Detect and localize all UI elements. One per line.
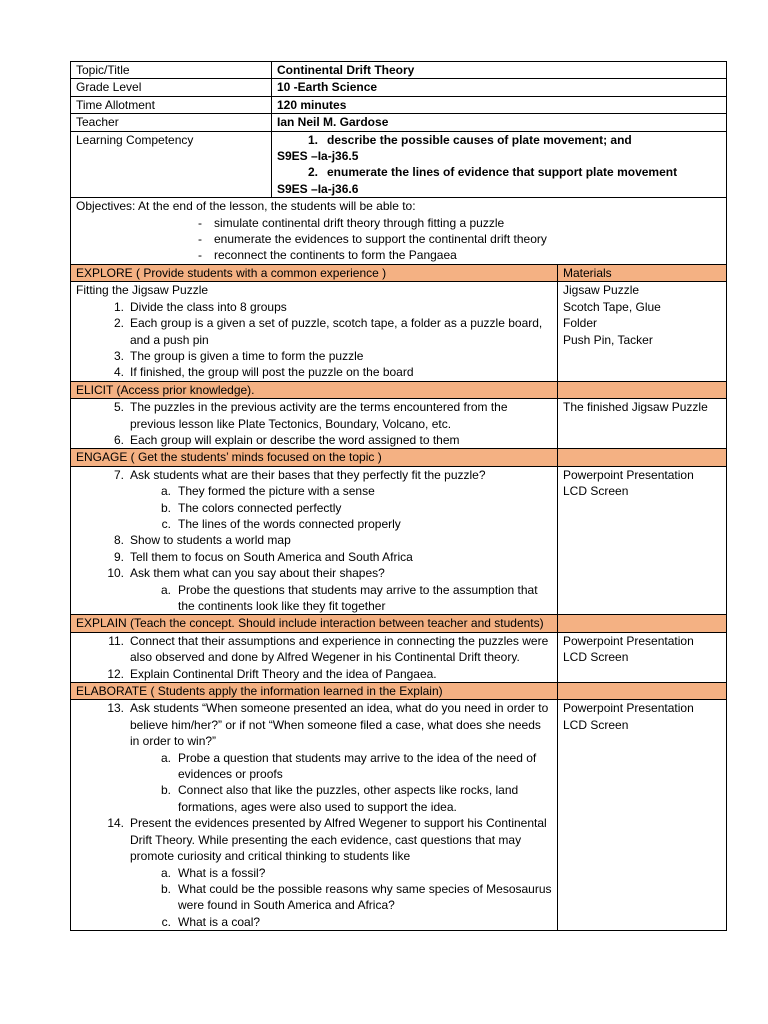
material-item: Scotch Tape, Glue <box>563 299 661 314</box>
competency-text: describe the possible causes of plate movement; and <box>327 132 632 147</box>
sub-item <box>76 914 552 930</box>
step-item <box>76 399 552 432</box>
step-text: Connect that their assumptions and experience in connecting the puzzles were also observed and done by Alfred Wegener in his Continental Drift theory. <box>130 633 549 665</box>
material-item: Folder <box>563 316 598 331</box>
sub-text: What is a fossil? <box>178 865 266 880</box>
step-number: 14. <box>107 816 124 831</box>
sub-text: Probe a question that students may arrive to the idea of the need of evidences or proofs <box>178 750 537 782</box>
elicit-body-row <box>71 399 727 449</box>
elaborate-steps-cell <box>71 700 558 931</box>
step-text: Ask them what can you say about their shapes? <box>130 566 385 581</box>
sub-letter: c. <box>161 516 171 531</box>
section-header-engage: ENGAGE ( Get the students’ minds focused on the topic ) <box>71 449 558 466</box>
sub-letter: c. <box>161 914 171 929</box>
elaborate-body-row <box>71 700 727 931</box>
sub-text: The colors connected perfectly <box>178 500 342 515</box>
step-number: 11. <box>108 633 124 648</box>
section-header-elaborate: ELABORATE ( Students apply the information learned in the Explain) <box>71 683 558 700</box>
step-text: Explain Continental Drift Theory and the idea of Pangaea. <box>130 666 437 681</box>
explain-header-row <box>71 615 727 632</box>
step-text: Ask students what are their bases that they perfectly fit the puzzle? <box>130 467 486 482</box>
competency-label: Learning Competency <box>71 131 272 198</box>
step-number: 5. <box>113 400 124 415</box>
objectives-row <box>71 198 727 265</box>
elaborate-materials-cell <box>558 700 727 931</box>
sub-text: Connect also that like the puzzles, other aspects like rocks, land formations, ages were also used to support the idea. <box>178 783 519 814</box>
material-item: LCD Screen <box>563 717 629 732</box>
sub-item <box>76 582 552 615</box>
sub-text: Probe the questions that students may arrive to the assumption that the continents look like they fit together <box>178 582 538 613</box>
explore-steps-cell <box>71 282 558 381</box>
sub-text: What is a coal? <box>178 914 261 929</box>
material-item: Powerpoint Presentation <box>563 467 694 482</box>
step-item <box>76 815 552 864</box>
info-value: 120 minutes <box>272 96 727 113</box>
materials-header: Materials <box>558 264 727 281</box>
section-header-explore: EXPLORE ( Provide students with a common experience ) <box>71 264 558 281</box>
sub-letter: b. <box>160 500 171 515</box>
info-row-topic <box>71 62 727 79</box>
lesson-plan-table <box>70 61 727 931</box>
material-item: Push Pin, Tacker <box>563 332 653 347</box>
competency-row <box>71 131 727 198</box>
material-item: LCD Screen <box>563 484 629 499</box>
sub-letter: b. <box>160 783 171 798</box>
explore-materials-cell <box>558 282 727 381</box>
sub-letter: b. <box>160 881 171 896</box>
sub-letter: a. <box>160 865 171 880</box>
step-number: 4. <box>113 365 124 380</box>
elicit-materials-cell <box>558 399 727 449</box>
competency-item <box>277 132 721 148</box>
explain-materials-cell <box>558 632 727 682</box>
objective-item <box>76 231 721 247</box>
competency-code: S9ES –Ia-j36.5 <box>277 149 359 164</box>
step-number: 3. <box>113 348 124 363</box>
competency-number: 2. <box>307 165 318 180</box>
engage-steps-cell <box>71 466 558 615</box>
step-text: Each group will explain or describe the word assigned to them <box>130 432 460 447</box>
step-item <box>76 700 552 749</box>
step-text: Present the evidences presented by Alfred Wegener to support his Continental Drift Theory. While presenting the each evidence, cast questions that may promote curiosity and critical thinking to students like <box>130 816 547 864</box>
objectives-intro: Objectives: At the end of the lesson, the students will be able to: <box>76 199 416 214</box>
competency-number: 1. <box>307 132 318 147</box>
bullet-dash: - <box>198 248 202 263</box>
step-item <box>76 348 552 364</box>
info-value: Ian Neil M. Gardose <box>272 114 727 131</box>
engage-body-row <box>71 466 727 615</box>
info-label: Topic/Title <box>71 62 272 79</box>
explain-body-row <box>71 632 727 682</box>
header-blank-cell <box>558 449 727 466</box>
step-text: Ask students “When someone presented an idea, what do you need in order to believe him/her?” or if not “When someone filed a case, what does she needs in order to win?” <box>130 701 549 749</box>
section-header-elicit: ELICIT (Access prior knowledge). <box>71 381 558 398</box>
material-item: Powerpoint Presentation <box>563 633 694 648</box>
step-item <box>76 549 552 565</box>
info-value: 10 -Earth Science <box>272 79 727 96</box>
info-label: Grade Level <box>71 79 272 96</box>
bullet-dash: - <box>198 215 202 230</box>
material-item: Powerpoint Presentation <box>563 701 694 716</box>
engage-materials-cell <box>558 466 727 615</box>
step-text: Tell them to focus on South America and South Africa <box>130 549 413 564</box>
step-number: 10. <box>107 566 124 581</box>
competency-code: S9ES –Ia-j36.6 <box>277 181 359 196</box>
step-number: 12. <box>107 666 124 681</box>
competency-item <box>277 164 721 180</box>
step-item <box>76 299 552 315</box>
lesson-plan-page <box>70 61 726 931</box>
step-text: The group is given a time to form the puzzle <box>130 348 364 363</box>
objectives-cell <box>71 198 727 265</box>
sub-text: What could be the possible reasons why same species of Mesosaurus were found in South America and Africa? <box>178 881 552 913</box>
sub-text: They formed the picture with a sense <box>178 484 375 499</box>
step-item <box>76 432 552 448</box>
step-number: 6. <box>113 432 124 447</box>
step-item <box>76 666 552 682</box>
material-item: The finished Jigsaw Puzzle <box>563 400 708 415</box>
sub-item <box>76 865 552 881</box>
info-label: Time Allotment <box>71 96 272 113</box>
step-item <box>76 315 552 348</box>
competency-cell <box>272 131 727 198</box>
step-number: 13. <box>107 701 124 716</box>
sub-letter: a. <box>160 484 171 499</box>
info-row-teacher <box>71 114 727 131</box>
sub-item <box>76 782 552 815</box>
step-text: Show to students a world map <box>130 533 291 548</box>
sub-item <box>76 483 552 499</box>
step-number: 7. <box>113 467 124 482</box>
material-item: LCD Screen <box>563 650 629 665</box>
header-blank-cell <box>558 381 727 398</box>
sub-item <box>76 881 552 914</box>
info-label: Teacher <box>71 114 272 131</box>
info-value: Continental Drift Theory <box>272 62 727 79</box>
header-blank-cell <box>558 615 727 632</box>
objective-text: enumerate the evidences to support the continental drift theory <box>214 232 547 247</box>
section-header-explain: EXPLAIN (Teach the concept. Should include interaction between teacher and students) <box>71 615 558 632</box>
elicit-header-row <box>71 381 727 398</box>
info-row-time <box>71 96 727 113</box>
engage-header-row <box>71 449 727 466</box>
sub-text: The lines of the words connected properly <box>178 516 401 531</box>
step-item <box>76 467 552 483</box>
elicit-steps-cell <box>71 399 558 449</box>
step-text: Each group is a given a set of puzzle, scotch tape, a folder as a puzzle board, and a push pin <box>130 316 543 347</box>
step-text: The puzzles in the previous activity are the terms encountered from the previous lesson like Plate Tectonics, Boundary, Volcano, etc. <box>130 400 508 431</box>
step-text: If finished, the group will post the puzzle on the board <box>130 365 414 380</box>
step-item <box>76 364 552 380</box>
step-number: 1. <box>113 299 124 314</box>
step-number: 2. <box>113 316 124 331</box>
competency-text: enumerate the lines of evidence that support plate movement <box>327 165 678 180</box>
info-row-grade <box>71 79 727 96</box>
step-item <box>76 565 552 581</box>
explore-header-row <box>71 264 727 281</box>
objective-item <box>76 247 721 263</box>
objective-text: reconnect the continents to form the Pangaea <box>214 248 457 263</box>
sub-item <box>76 750 552 783</box>
sub-item <box>76 516 552 532</box>
step-item <box>76 633 552 666</box>
objective-item <box>76 215 721 231</box>
step-text: Divide the class into 8 groups <box>130 299 287 314</box>
material-item: Jigsaw Puzzle <box>563 283 640 298</box>
explain-steps-cell <box>71 632 558 682</box>
step-number: 9. <box>113 549 124 564</box>
explore-intro: Fitting the Jigsaw Puzzle <box>76 283 209 298</box>
step-item <box>76 532 552 548</box>
elaborate-header-row <box>71 683 727 700</box>
sub-letter: a. <box>160 582 171 597</box>
sub-item <box>76 500 552 516</box>
bullet-dash: - <box>198 232 202 247</box>
objective-text: simulate continental drift theory through fitting a puzzle <box>214 215 505 230</box>
explore-body-row <box>71 282 727 381</box>
step-number: 8. <box>113 533 124 548</box>
sub-letter: a. <box>160 750 171 765</box>
header-blank-cell <box>558 683 727 700</box>
